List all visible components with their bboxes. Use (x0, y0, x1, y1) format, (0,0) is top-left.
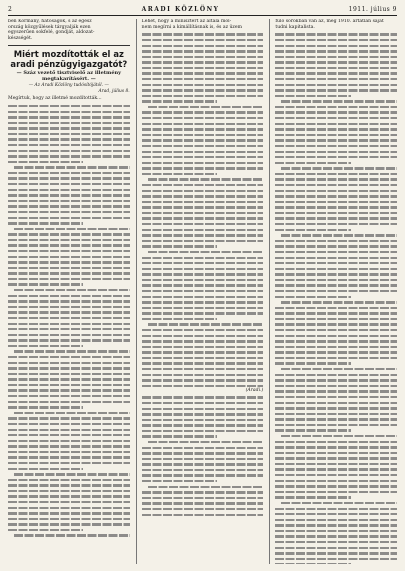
text-line (275, 563, 350, 564)
text-line (8, 177, 130, 179)
text-line (275, 407, 397, 409)
text-line (8, 384, 130, 386)
text-line (142, 284, 264, 286)
text-line (142, 78, 264, 80)
text-line (275, 257, 397, 259)
text-line (142, 240, 264, 242)
text-line (281, 435, 397, 437)
article-byline: — Az Aradi Közlöny tudósítójától. — (28, 83, 109, 89)
text-line (148, 178, 264, 180)
text-line (8, 267, 130, 269)
text-line (281, 167, 397, 169)
text-line (8, 334, 130, 336)
text-line (8, 122, 130, 124)
text-line (275, 139, 397, 141)
text-line (275, 468, 397, 470)
text-line (142, 134, 264, 136)
text-line (275, 156, 397, 158)
text-line (8, 194, 130, 196)
text-line (8, 451, 130, 453)
text-line (8, 501, 130, 503)
text-line (275, 134, 397, 136)
text-line (275, 418, 397, 420)
text-line (142, 396, 264, 398)
text-line (275, 385, 397, 387)
text-line (142, 279, 264, 281)
text-line (275, 296, 350, 298)
text-line (8, 150, 130, 152)
text-line (281, 234, 397, 236)
text-line (142, 424, 264, 426)
text-line (142, 167, 264, 169)
text-line (275, 362, 350, 364)
text-line (8, 378, 130, 380)
text-line (275, 485, 397, 487)
text-line (275, 323, 397, 325)
text-line (8, 105, 130, 107)
lead-line: ország közgyűlések tárgyalják ezen (8, 24, 91, 30)
text-line (275, 290, 397, 292)
text-line (8, 328, 130, 330)
text-line (142, 502, 264, 504)
text-line (275, 229, 350, 231)
text-line (142, 296, 264, 298)
text-line (142, 362, 264, 364)
text-line (142, 50, 264, 52)
text-line (14, 473, 130, 475)
text-line (8, 484, 130, 486)
text-line (8, 389, 130, 391)
text-line (142, 340, 264, 342)
text-line (142, 190, 264, 192)
text-line (142, 268, 264, 270)
text-line (8, 183, 130, 185)
text-line (8, 256, 130, 258)
text-line (142, 435, 217, 437)
text-line (275, 84, 397, 86)
text-line (8, 356, 130, 358)
text-line (275, 457, 397, 459)
text-line (148, 441, 264, 443)
text-line (142, 508, 264, 510)
text-line (275, 67, 397, 69)
text-line (14, 166, 130, 168)
text-line (8, 512, 130, 514)
text-line (142, 100, 217, 102)
text-line (281, 368, 397, 370)
text-line (14, 534, 130, 536)
text-line (142, 61, 264, 63)
text-line (8, 283, 83, 285)
text-line (142, 95, 264, 97)
lead-line: Lehet, hogy a minisztert az általa mol- (141, 19, 232, 24)
text-line (142, 89, 264, 91)
text-line (275, 496, 350, 498)
text-line (142, 128, 264, 130)
text-line (142, 290, 264, 292)
text-line (142, 156, 264, 158)
text-line (275, 206, 397, 208)
text-line (8, 495, 130, 497)
text-line (142, 447, 264, 449)
text-line (8, 272, 130, 274)
text-line (8, 261, 130, 263)
text-line (142, 123, 264, 125)
text-line (142, 33, 264, 35)
text-line (8, 523, 130, 525)
text-line (142, 385, 264, 387)
text-line (142, 56, 264, 58)
text-line (8, 138, 130, 140)
text-line (14, 289, 130, 291)
lead-line: ben Kormány, hatóságok, s az egész (8, 19, 92, 24)
text-line (8, 434, 130, 436)
text-line (275, 318, 397, 320)
text-line (275, 279, 397, 281)
text-line (142, 329, 264, 331)
text-line (275, 262, 397, 264)
text-line (275, 547, 397, 549)
text-line (142, 402, 264, 404)
text-line (275, 240, 397, 242)
text-line (275, 513, 397, 515)
article-dateline: Arad, július 8. (98, 89, 130, 95)
text-line (8, 306, 130, 308)
text-line (8, 490, 130, 492)
text-line (281, 301, 397, 303)
text-line (142, 463, 264, 465)
text-line (8, 116, 130, 118)
text-line (148, 323, 264, 325)
text-line (14, 350, 130, 352)
text-line (275, 374, 397, 376)
text-line (275, 212, 397, 214)
text-line (8, 127, 130, 129)
text-line (275, 61, 397, 63)
text-line (275, 524, 397, 526)
text-line (142, 413, 264, 415)
text-line (8, 311, 130, 313)
text-line (275, 541, 397, 543)
text-line (281, 502, 397, 504)
text-line (142, 117, 264, 119)
issue-date: 1911. július 9 (348, 6, 397, 13)
text-line (142, 497, 264, 499)
text-line (142, 430, 264, 432)
text-line (275, 268, 397, 270)
text-line (275, 123, 397, 125)
text-line (8, 423, 130, 425)
page-number: 2 (8, 6, 13, 13)
text-line (8, 233, 130, 235)
text-line (8, 200, 130, 202)
text-line (8, 417, 130, 419)
text-line (275, 307, 397, 309)
text-line (275, 128, 397, 130)
text-line (142, 162, 264, 164)
text-line (275, 217, 397, 219)
text-line (275, 195, 397, 197)
text-line (275, 480, 397, 482)
text-line (142, 84, 264, 86)
text-line (275, 519, 397, 521)
masthead (8, 6, 397, 16)
text-line (142, 408, 264, 410)
text-line (275, 424, 397, 426)
text-line (8, 278, 130, 280)
text-line (275, 340, 397, 342)
text-line (275, 535, 397, 537)
text-line (275, 33, 397, 35)
text-line (14, 412, 130, 414)
text-line (142, 374, 264, 376)
text-line (142, 514, 264, 516)
article-signature: (Aradi.) (245, 388, 264, 394)
lead-line: készségét. (8, 35, 33, 41)
text-line (8, 529, 83, 531)
text-line (8, 339, 130, 341)
text-line (275, 452, 397, 454)
text-line (275, 429, 350, 431)
text-line (275, 396, 397, 398)
text-line (142, 45, 264, 47)
column-3 (269, 19, 397, 564)
text-line (275, 117, 397, 119)
text-line (275, 162, 350, 164)
text-line (275, 402, 397, 404)
text-line (8, 161, 83, 163)
text-line (275, 50, 397, 52)
article-headline: Miért mozdították el az aradi pénzügyigazgatót? (10, 49, 128, 69)
text-line (275, 45, 397, 47)
text-line (8, 133, 130, 135)
text-line (142, 312, 264, 314)
text-line (142, 173, 217, 175)
text-line (8, 144, 130, 146)
text-line (275, 463, 397, 465)
text-line (142, 201, 264, 203)
text-line (142, 273, 264, 275)
text-line (8, 367, 130, 369)
text-line (148, 486, 264, 488)
text-line (275, 357, 397, 359)
text-line (275, 474, 397, 476)
text-line (8, 244, 130, 246)
text-line (8, 295, 130, 297)
text-line (142, 223, 264, 225)
text-line (275, 173, 397, 175)
text-line (8, 406, 83, 408)
text-line (275, 441, 397, 443)
text-line (275, 39, 397, 41)
text-line (275, 530, 397, 532)
text-line (142, 206, 264, 208)
article-body (8, 105, 130, 537)
text-line (142, 72, 264, 74)
text-line (142, 195, 264, 197)
text-line (275, 379, 397, 381)
text-line (142, 184, 264, 186)
text-line (8, 429, 130, 431)
text-line (142, 307, 264, 309)
text-line (14, 228, 130, 230)
text-line (275, 329, 397, 331)
lead-line: fűlő sorokban van az, meg 1910. ártatlan saját (275, 19, 384, 24)
text-line (275, 284, 397, 286)
text-line (142, 357, 264, 359)
text-line (8, 300, 130, 302)
text-line (275, 151, 397, 153)
text-line (142, 480, 217, 482)
text-line (275, 78, 397, 80)
text-line (142, 139, 264, 141)
text-line (142, 212, 264, 214)
lead-line: tudni kapitalista. (275, 24, 315, 30)
text-line (142, 474, 264, 476)
text-line (142, 111, 264, 113)
text-line (142, 491, 264, 493)
text-line (275, 95, 350, 97)
text-line (275, 346, 397, 348)
text-line (142, 452, 264, 454)
text-line (275, 552, 397, 554)
text-line (142, 67, 264, 69)
text-line (8, 401, 130, 403)
text-line (275, 446, 397, 448)
column-1 (8, 19, 130, 564)
text-line (142, 346, 264, 348)
text-line (275, 413, 397, 415)
text-line (8, 155, 130, 157)
text-line (275, 56, 397, 58)
text-line (8, 445, 130, 447)
text-line (8, 362, 130, 364)
divider (8, 45, 130, 46)
text-line (8, 323, 130, 325)
lead-line: nem megírni a kimállításnak is, és az üzem (141, 24, 242, 30)
text-line (275, 335, 397, 337)
text-line (142, 301, 264, 303)
text-line (8, 205, 130, 207)
text-line (142, 145, 264, 147)
columns (8, 19, 397, 564)
text-line (275, 351, 397, 353)
text-line (8, 239, 130, 241)
text-line (142, 262, 264, 264)
lead-line: egyszerűen sokfelé, gondját, aldozat- (8, 30, 95, 36)
newspaper-title: ARADI KÖZLÖNY (141, 6, 220, 13)
text-line (8, 189, 130, 191)
text-line (142, 335, 264, 337)
text-line (142, 469, 264, 471)
text-line (275, 178, 397, 180)
article-body (142, 33, 264, 387)
text-line (275, 251, 397, 253)
text-line (8, 479, 130, 481)
text-line (148, 251, 264, 253)
article-body-start: Megírtuk, hogy az illetmé mozdították... (8, 96, 102, 102)
text-line (142, 217, 264, 219)
text-line (8, 468, 83, 470)
text-line (275, 184, 397, 186)
text-line (8, 172, 130, 174)
text-line (8, 440, 130, 442)
text-line (275, 491, 397, 493)
text-line (142, 234, 264, 236)
text-line (142, 257, 264, 259)
text-line (142, 351, 264, 353)
text-line (8, 317, 130, 319)
text-line (148, 106, 264, 108)
text-line (142, 458, 264, 460)
text-line (275, 72, 397, 74)
text-line (142, 318, 217, 320)
text-line (142, 151, 264, 153)
text-line (8, 250, 130, 252)
text-line (8, 373, 130, 375)
text-line (275, 89, 397, 91)
text-line (275, 145, 397, 147)
text-line (8, 111, 130, 113)
text-line (275, 312, 397, 314)
text-line (8, 507, 130, 509)
text-line (275, 106, 397, 108)
text-line (8, 395, 130, 397)
text-line (8, 345, 83, 347)
text-line (275, 558, 397, 560)
text-line (8, 462, 130, 464)
text-line (142, 245, 217, 247)
text-line (8, 518, 130, 520)
text-line (275, 390, 397, 392)
text-line (275, 201, 397, 203)
text-line (142, 368, 264, 370)
text-line (142, 229, 264, 231)
text-line (8, 222, 83, 224)
text-line (275, 190, 397, 192)
text-line (8, 211, 130, 213)
text-line (142, 379, 264, 381)
text-line (275, 111, 397, 113)
text-line (275, 508, 397, 510)
text-line (275, 273, 397, 275)
text-line (8, 217, 130, 219)
text-line (142, 419, 264, 421)
text-line (275, 245, 397, 247)
text-line (142, 39, 264, 41)
text-line (8, 456, 130, 458)
article-body-continued (142, 396, 264, 516)
article-subhead: — Száz vezető tisztviselő az illetmény megtakarításért. — (16, 70, 122, 83)
text-line (281, 100, 397, 102)
article-body (275, 33, 397, 564)
text-line (275, 223, 397, 225)
column-2 (136, 19, 264, 564)
